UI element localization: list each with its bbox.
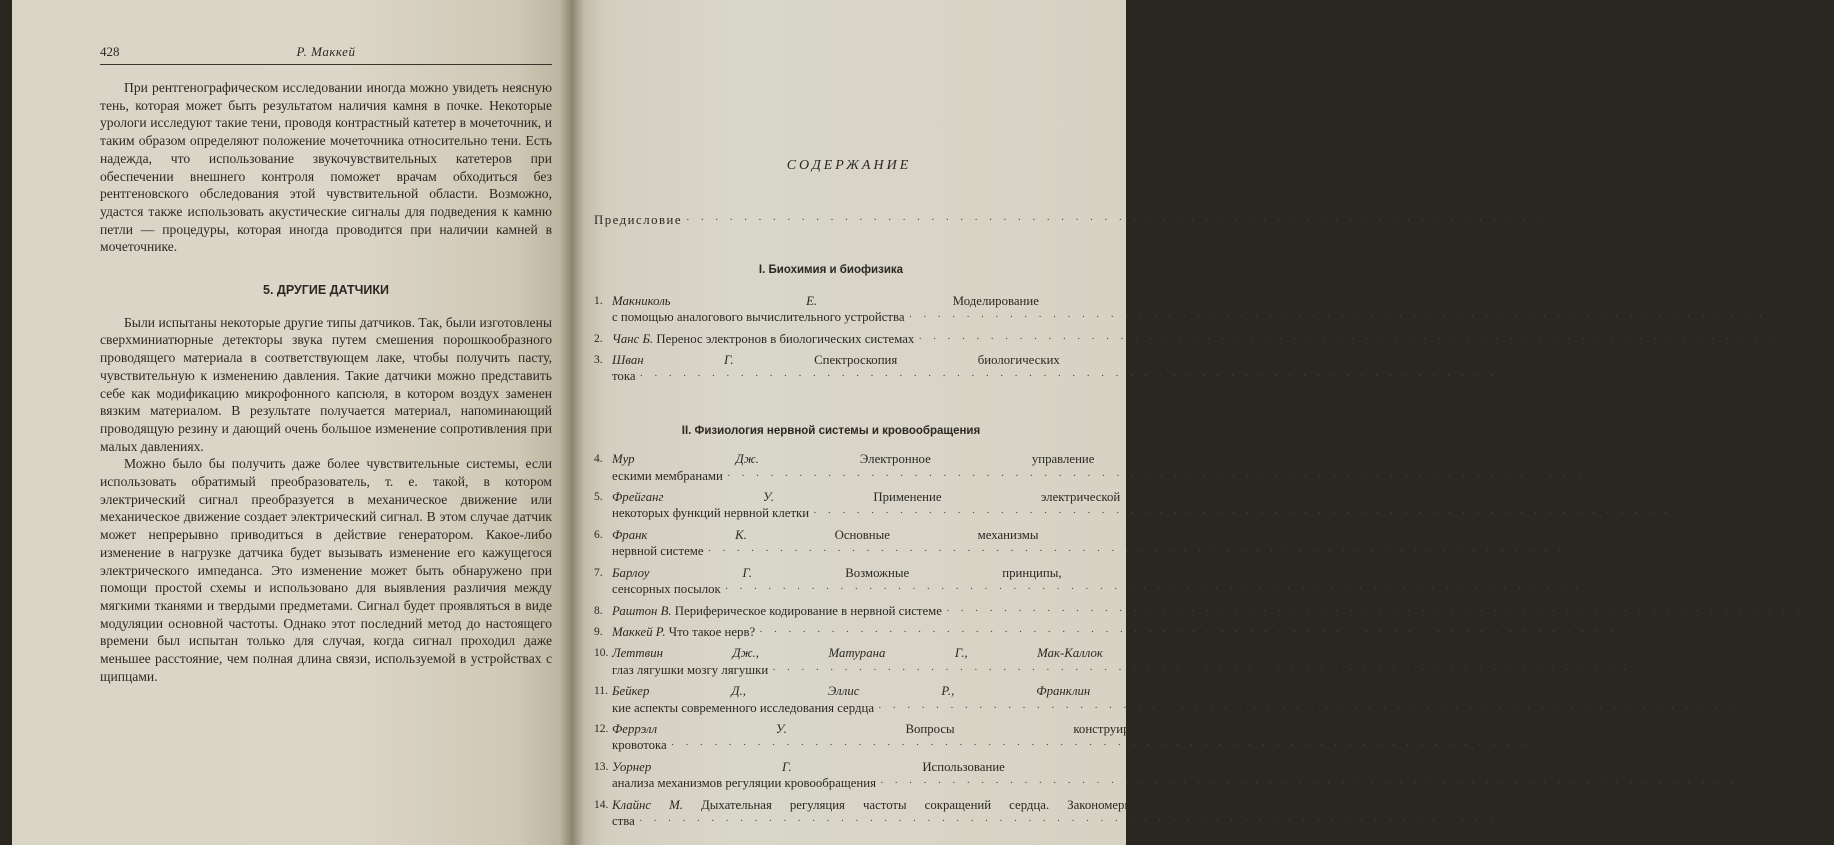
- toc-entry-title: Перенос электронов в биологических системах: [656, 331, 915, 346]
- toc-entry-number: 1.: [594, 294, 603, 307]
- toc-entry-title: некоторых функций нервной клетки: [612, 506, 810, 521]
- toc-entry-title: Периферическое кодирование в нервной системе: [674, 603, 942, 618]
- toc-page: 202: [1628, 624, 1648, 639]
- leader-dots: [671, 737, 1529, 753]
- toc-entry-author: Раштон В.: [612, 603, 672, 618]
- toc-entry-number: 9.: [594, 625, 603, 638]
- toc-entry: [594, 331, 1807, 347]
- toc-entry-author: Леттвин Дж., Матурана Г., Мак-Каллок У. и Питтс У.: [612, 646, 1450, 661]
- leader-dots: [909, 309, 1767, 325]
- toc-entry: [594, 489, 1702, 522]
- toc-section-heading: I. Биохимия и биофизика: [758, 264, 904, 277]
- toc-entry-text: [612, 603, 1834, 619]
- running-head: [100, 44, 552, 65]
- toc-page: 259: [1539, 738, 1559, 753]
- toc-entry-text: [612, 451, 1615, 484]
- leader-dots: [686, 212, 1544, 228]
- toc-page: 240: [1746, 700, 1767, 715]
- toc-entry-text: [612, 683, 1766, 716]
- toc-entry-author: Чанс Б.: [612, 331, 654, 346]
- toc-entry-title: кие аспекты современного исследования сердца: [612, 700, 875, 715]
- toc-entry-title: ескими мембранами: [612, 468, 723, 483]
- toc-entry-number: 8.: [594, 604, 603, 617]
- toc-entry: [594, 797, 1527, 830]
- toc-page: 5: [1567, 213, 1575, 227]
- toc-entry-number: 13.: [594, 760, 609, 773]
- toc-page: 71: [1514, 369, 1528, 384]
- toc-entry-number: 6.: [594, 528, 603, 541]
- toc-entry-author: Клайнс М.: [612, 797, 683, 812]
- toc-entry-title: сенсорных посылок: [612, 582, 721, 597]
- toc-entry-title: Электронное управление некоторыми активными биологическими: [859, 452, 1615, 467]
- leader-dots: [880, 775, 1738, 791]
- running-author: Р. Маккей: [296, 44, 356, 59]
- toc-entry-title: тока: [612, 369, 636, 384]
- toc-page: 11: [1784, 310, 1797, 325]
- toc-entry-text: [612, 489, 1701, 522]
- table-of-contents: [594, 212, 1834, 834]
- toc-entry-title: Некоторые техничес-: [1571, 684, 1767, 699]
- toc-entry: [594, 721, 1559, 754]
- toc-entry-author: Барлоу Г.: [612, 565, 753, 580]
- toc-entry-author: Фрейганг У.: [612, 490, 774, 505]
- right-page: [572, 0, 1834, 845]
- toc-entry-title: кровотока: [612, 738, 667, 753]
- toc-page: 157: [1576, 544, 1596, 559]
- toc-entry-title: ства: [612, 813, 635, 828]
- toc-entry: [594, 603, 1834, 619]
- leader-dots: [918, 331, 1776, 347]
- leader-dots: [772, 662, 1630, 678]
- toc-entry-text: [612, 331, 1806, 347]
- toc-section-entries: [594, 451, 1834, 829]
- toc-entry-text: [612, 759, 1768, 792]
- toc-title: СОДЕРЖАНИЕ: [786, 158, 912, 173]
- book-gutter: [560, 0, 584, 845]
- paragraph: Были испытаны некоторые другие типы датчиков. Так, были изготовлены сверхминиатюрные детекторы звука путем смешения порошкообразного проводящего материала в соответствующем лаке, чтобы получить пасту, чувствительную к изменению давления. Такие датчики можно представить себе как модификацию микрофонного капсюля, в котором воздух заменен вязким материалом. В результате получается материал, напоминающий проводящую резину и дающий очень большое изменение сопротивления при малых давлениях.: [100, 314, 552, 454]
- toc-entry-author: Феррэлл У.: [612, 721, 787, 736]
- toc-entry-text: [612, 293, 1797, 326]
- toc-entry-text: [612, 527, 1596, 560]
- toc-entry: [594, 624, 1648, 640]
- leader-dots: [878, 700, 1736, 716]
- leader-dots: [759, 624, 1617, 640]
- toc-entry-title: Возможные принципы, лежащие в основе преобразования: [845, 565, 1613, 580]
- toc-page: 166: [1593, 582, 1613, 597]
- toc-entry-text: [612, 352, 1528, 385]
- toc-entry-text: [612, 565, 1613, 598]
- toc-entry-text: [612, 645, 1660, 678]
- toc-entry-text: [612, 624, 1647, 640]
- toc-entry: [594, 645, 1661, 678]
- leader-dots: [708, 543, 1566, 559]
- toc-entry: [594, 293, 1797, 326]
- toc-entry-title: Применение электрической эквивалентной схемы для изучения: [873, 490, 1702, 505]
- toc-preface: [594, 212, 1575, 228]
- toc-entry: [594, 352, 1528, 385]
- leader-dots: [813, 505, 1671, 521]
- toc-entry-number: 4.: [594, 453, 603, 466]
- toc-entry-number: 14.: [594, 798, 609, 811]
- toc-entry-number: 10.: [594, 647, 609, 660]
- toc-entry-title: глаз лягушки мозгу лягушки: [612, 662, 769, 677]
- toc-page: 187: [1814, 603, 1834, 618]
- leader-dots: [946, 603, 1804, 619]
- toc-entry-title: Что такое нерв?: [668, 624, 756, 639]
- toc-entry: [594, 759, 1769, 792]
- page-number: 428: [100, 44, 120, 59]
- toc-entry-number: 2.: [594, 332, 603, 345]
- toc-entry: [594, 683, 1767, 716]
- toc-page: 24: [1793, 331, 1807, 346]
- toc-page: 282: [1507, 813, 1527, 828]
- toc-entry-author: Мур Дж.: [612, 452, 759, 467]
- toc-entry-title: нервной системе: [612, 544, 704, 559]
- toc-page: 109: [1595, 468, 1615, 483]
- body-text: [100, 79, 552, 686]
- toc-entry-title: анализа механизмов регуляции кровообращения: [612, 776, 876, 791]
- toc-entry-number: 3.: [594, 354, 603, 367]
- toc-entry-title: Спектроскопия биологических веществ в поле переменного: [814, 353, 1528, 368]
- left-page: [12, 0, 572, 845]
- toc-entry-author: Уорнер Г.: [612, 759, 792, 774]
- leader-dots: [639, 813, 1497, 829]
- toc-entry-title: Что сообщает: [1518, 646, 1661, 661]
- paragraph: Можно было бы получить даже более чувствительные системы, если использовать обратимый преобразователь, т. е. такой, в котором электрический сигнал преобразуется в механическое движение или механическое движение создает электрический сигнал. В этом случае датчик может непрерывно приводиться в действие генератором. Какое-либо изменение в нагрузке датчика будет вызывать изменение его кажущегося электрического импеданса. Это изменение может быть обнаружено при помощи простой схемы и использовано для выявления различия между мягкими тканями и твердыми предметами. Сигнал будет проявляться в виде модуляции основной частоты. Однако этот последний метод до настоящего времени был испытан только для случая, когда сигнал проходил даже меньшее расстояние, чем полная длина связи, используемой в устройствах с щипцами.: [100, 456, 552, 684]
- toc-section-heading: II. Физиология нервной системы и кровообращения: [681, 424, 981, 437]
- toc-entry-author: Шван Г.: [612, 353, 734, 368]
- toc-entry-author: Макниколь Е.: [612, 293, 818, 308]
- toc-preface-label: Предисловие: [594, 213, 683, 227]
- toc-entry-title: Вопросы конструирования ультразвуковых измерителей: [905, 721, 1559, 736]
- leader-dots: [640, 368, 1498, 384]
- section-title: 5. ДРУГИЕ ДАТЧИКИ: [263, 283, 389, 298]
- toc-page: 211: [1641, 662, 1661, 677]
- toc-entry-title: Использование аналогового вычислительного устройства для: [922, 759, 1769, 774]
- toc-entry-title: Основные механизмы синаптической передачи в центральной: [834, 527, 1596, 542]
- toc-entry-author: Франк К.: [612, 527, 747, 542]
- toc-page: 140: [1681, 506, 1702, 521]
- toc-entry-number: 5.: [594, 491, 603, 504]
- toc-entry-author: Бейкер Д., Эллис Р., Франклин Д. и Рашмер Р.: [612, 684, 1490, 699]
- toc-entry-number: 12.: [594, 722, 609, 735]
- toc-entry: [594, 565, 1613, 598]
- toc-entry-text: [612, 797, 1527, 830]
- toc-entry-text: [612, 721, 1559, 754]
- toc-entry-number: 11.: [594, 685, 608, 698]
- toc-entry-title: с помощью аналогового вычислительного устройства: [612, 310, 905, 325]
- toc-entry: [594, 451, 1615, 484]
- paragraph: При рентгенографическом исследовании иногда можно увидеть неясную тень, которая может быть результатом наличия камня в почке. Некоторые урологи исследуют такие тени, проводя контрастный катетер в мочеточник, и таким образом определяют положение мочеточника относительно тени. Есть надежда, что использование звукочувствительных катетеров при обеспечении внешнего контроля поможет врачам обходиться без рентгеновского обследования этой чувствительной области. Возможно, удастся также использовать акустические сигналы для подведения к камню петли — процедуры, которая иногда проводится при наличии камней в мочеточнике.: [100, 80, 552, 255]
- leader-dots: [725, 581, 1583, 597]
- leader-dots: [727, 468, 1585, 484]
- toc-entry-title: Дыхательная регуляция частоты сокращений сердца. Закономерности, установленные при помощи моделирующего устрой-: [701, 797, 1527, 812]
- toc-entry: [594, 527, 1596, 560]
- toc-entry-author: Маккей Р.: [612, 624, 666, 639]
- toc-section-entries: [594, 293, 1807, 385]
- toc-page: 270: [1748, 776, 1769, 791]
- toc-entry-title: Моделирование систем цепных бимолекулярных реакций: [952, 293, 1797, 308]
- toc-entry-number: 7.: [594, 566, 603, 579]
